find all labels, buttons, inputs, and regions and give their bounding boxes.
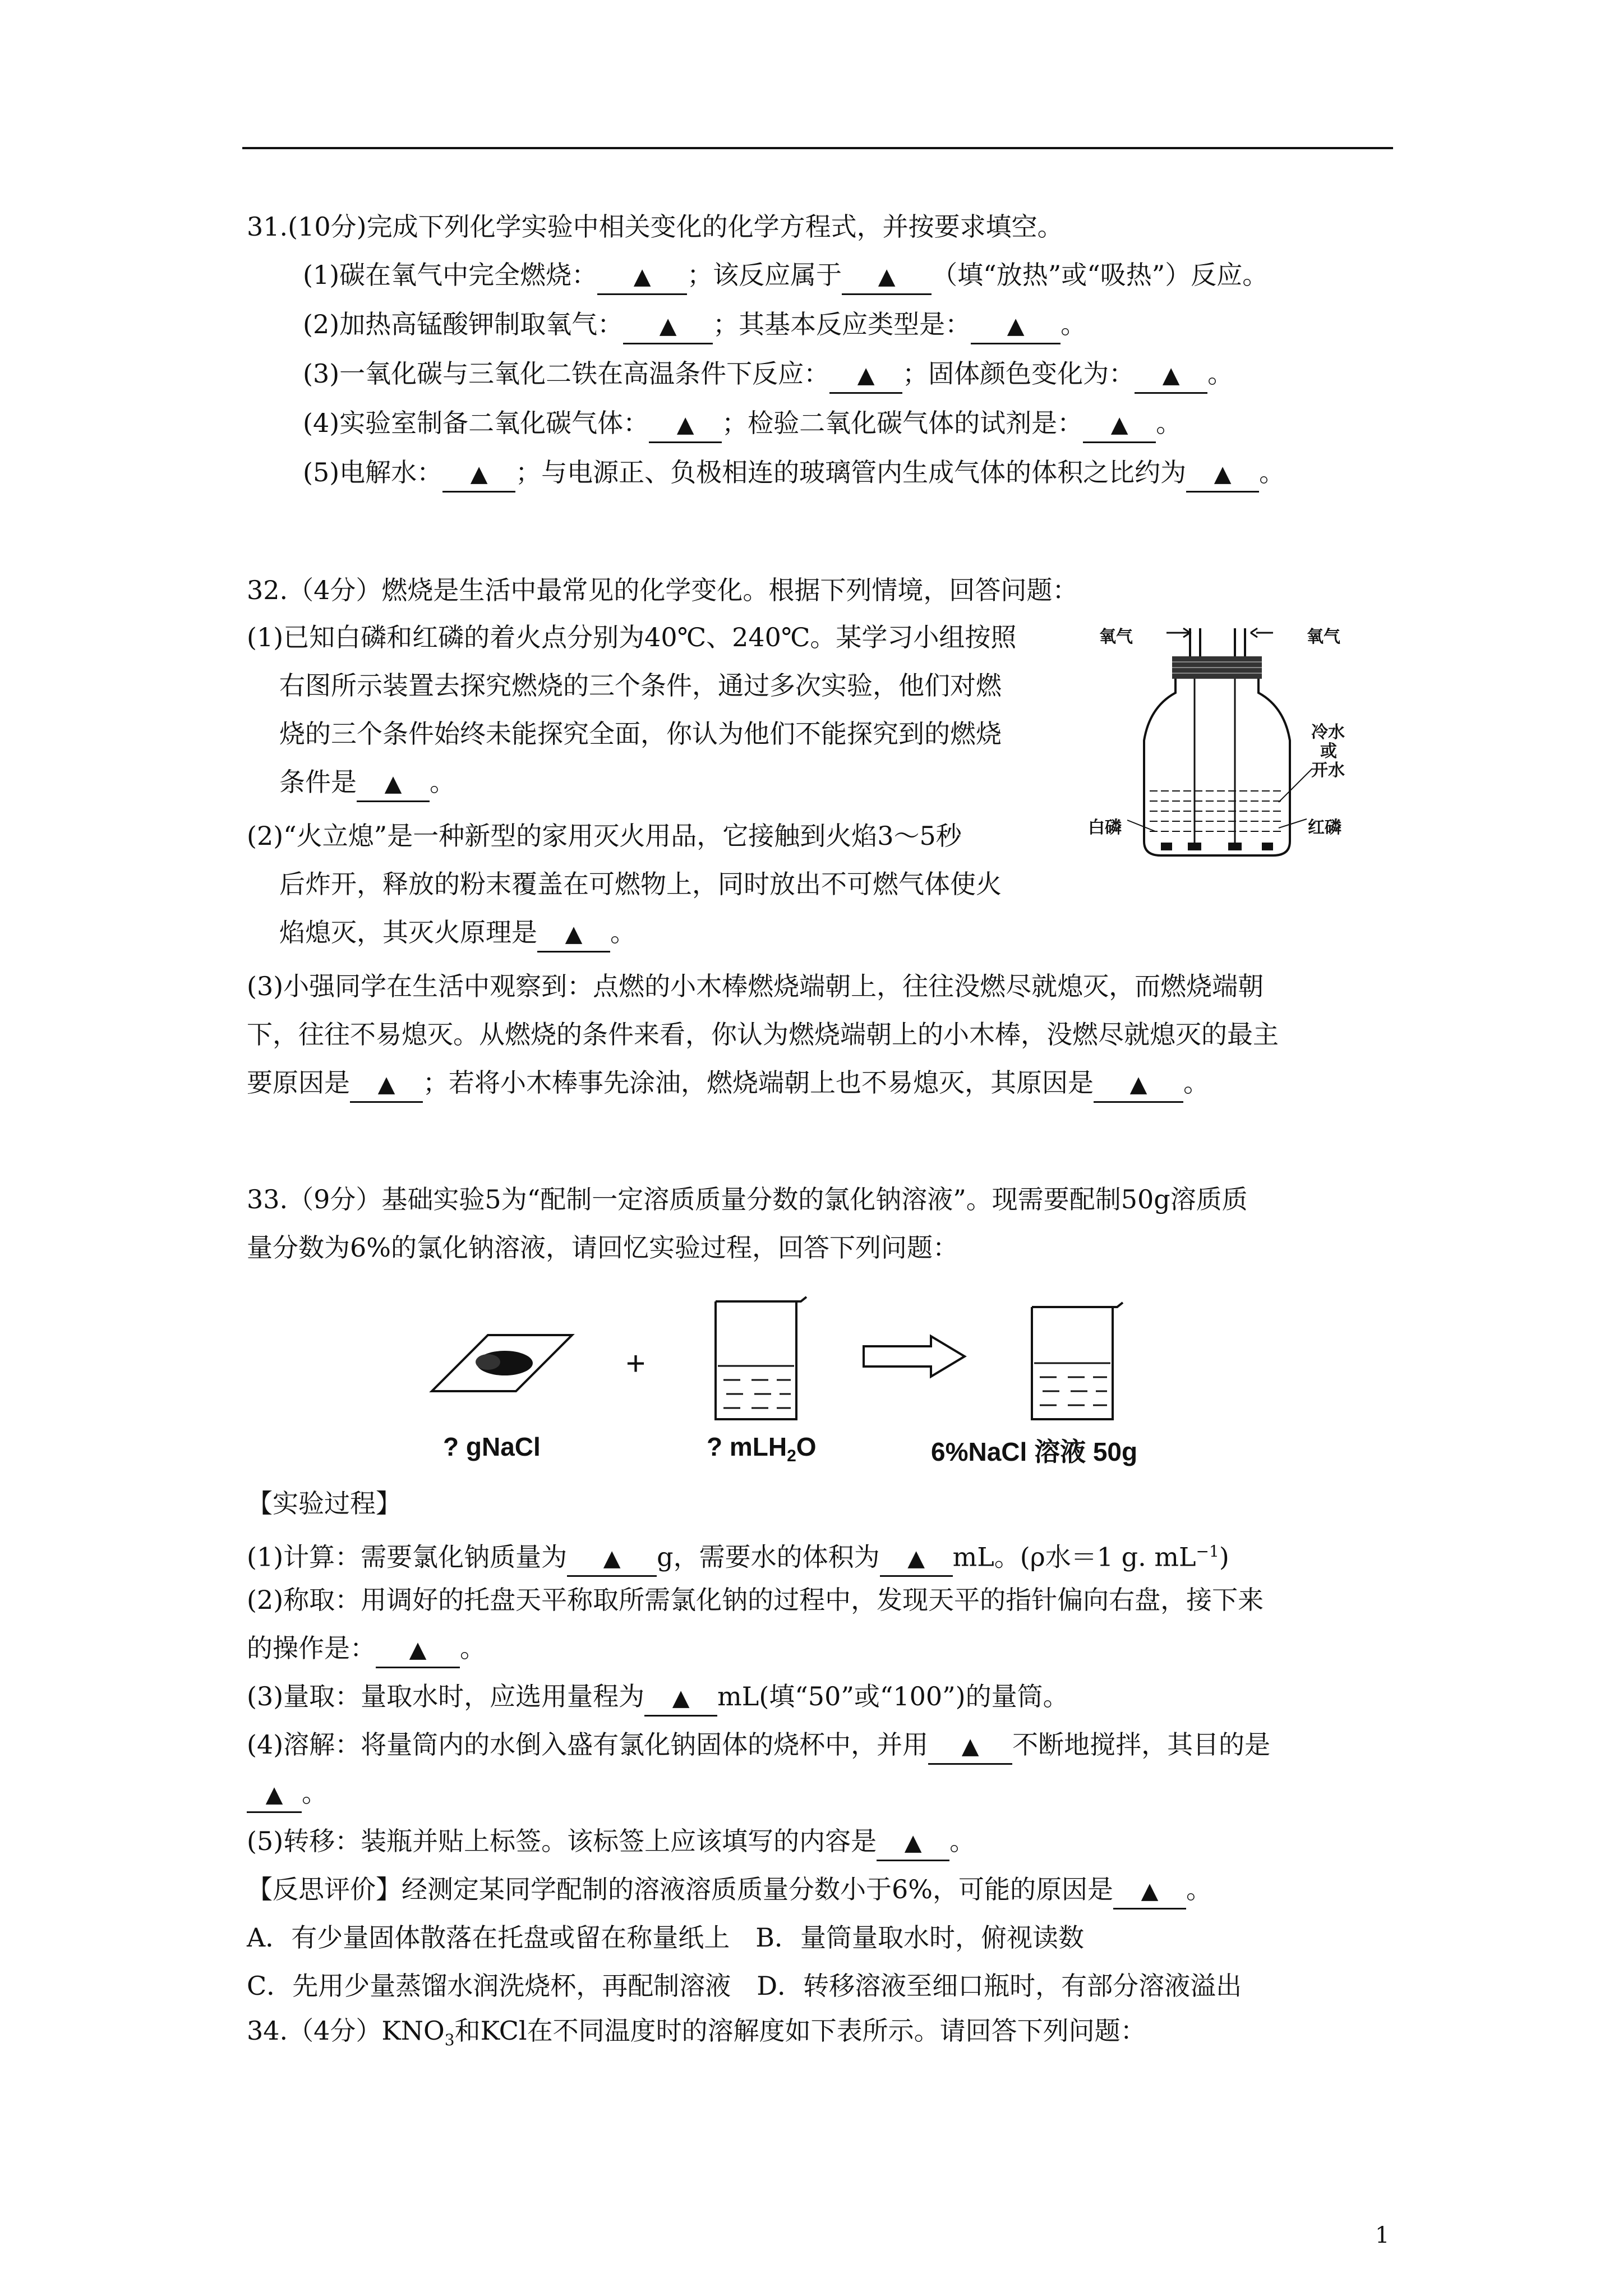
bell-jar-diagram [1088,623,1346,869]
q32-p1-line2: 右图所示装置去探究燃烧的三个条件，通过多次实验，他们对燃 [279,670,1002,701]
q33-step4-line1: (4)溶解：将量筒内的水倒入盛有氯化钠固体的烧杯中，并用 ▲ 不断地搅拌，其目的是 [247,1728,1270,1765]
experiment-process-heading: 【实验过程】 [247,1488,402,1519]
q31-item-3: (3)一氧化碳与三氧化二铁在高温条件下反应： ▲ ；固体颜色变化为： ▲ 。 [303,357,1233,394]
solution-prep-figure [426,1290,1200,1475]
options-c-d: C．先用少量蒸馏水润洗烧杯，再配制溶液 D．转移溶液至细口瓶时，有部分溶液溢出 [247,1971,1242,2001]
water-label-3: 开水 [1311,761,1345,780]
red-phosphorus-label: 红磷 [1308,818,1341,838]
q31-item-2: (2)加热高锰酸钾制取氧气： ▲ ；其基本反应类型是： ▲ 。 [303,307,1086,344]
water-volume-label: ? mLH$_2$O [707,1432,817,1466]
q33-title-line1: 33.（9分）基础实验5为“配制一定溶质质量分数的氯化钠溶液”。现需要配制50g溶质质 [247,1184,1248,1214]
q32-p2-line1: (2)“火立熄”是一种新型的家用灭火用品，它接触到火焰3～5秒 [247,821,962,851]
q31-title: 31.(10分)完成下列化学实验中相关变化的化学方程式，并按要求填空。 [247,211,1063,242]
q33-step5: (5)转移：装瓶并贴上标签。该标签上应该填写的内容是 ▲ 。 [247,1824,975,1861]
q32-p1-line4: 条件是 ▲ 。 [279,765,455,802]
combustion-apparatus-figure [1088,623,1346,869]
water-label-1: 冷水 [1311,723,1345,742]
oxygen-label-right: 氧气 [1307,627,1340,647]
q33-step2-line1: (2)称取：用调好的托盘天平称取所需氯化钠的过程中，发现天平的指针偏向右盘，接下来 [247,1585,1264,1615]
white-phosphorus-label: 白磷 [1088,818,1122,838]
solution-label: 6%NaCl 溶液 50g [931,1437,1138,1466]
q31-item-1: (1)碳在氧气中完全燃烧： ▲ ；该反应属于 ▲ （填“放热”或“吸热”）反应。 [303,258,1268,295]
q32-p2-line3: 焰熄灭，其灭火原理是 ▲ 。 [279,915,636,953]
q32-p2-line2: 后炸开，释放的粉末覆盖在可燃物上，同时放出不可燃气体使火 [279,869,1002,899]
q32-title: 32.（4分）燃烧是生活中最常见的化学变化。根据下列情境，回答问题： [247,575,1078,605]
q34-title: 34.（4分）$KNO_3$和KCl在不同温度时的溶解度如下表所示。请回答下列问题： [247,2016,1146,2050]
oxygen-label-left: 氧气 [1099,627,1133,647]
q32-p3-line1: (3)小强同学在生活中观察到：点燃的小木棒燃烧端朝上，往往没燃尽就熄灭，而燃烧端朝 [247,971,1264,1001]
q31-item-5: (5)电解水： ▲ ；与电源正、负极相连的玻璃管内生成气体的体积之比约为 ▲ 。 [303,455,1285,493]
options-a-b: A．有少量固体散落在托盘或留在称量纸上 B．量筒量取水时，俯视读数 [247,1922,1085,1953]
q32-p1-line1: (1)已知白磷和红磷的着火点分别为40℃、240℃。某学习小组按照 [247,622,1017,652]
q33-step1: (1)计算：需要氯化钠质量为 ▲ g，需要水的体积为 ▲ mL。(ρ水＝1 g. $mL^{-1}$) [247,1535,1229,1577]
q33-step3: (3)量取：量取水时，应选用量程为 ▲ mL(填“50”或“100”)的量筒。 [247,1680,1069,1717]
q31-item-4: (4)实验室制备二氧化碳气体： ▲ ；检验二氧化碳气体的试剂是： ▲ 。 [303,406,1182,443]
reflection-evaluation: 【反思评价】经测定某同学配制的溶液溶质质量分数小于6%，可能的原因是 ▲ 。 [247,1872,1212,1910]
q32-p3-line3: 要原因是 ▲ ；若将小木棒事先涂油，燃烧端朝上也不易熄灭，其原因是 ▲ 。 [247,1066,1209,1103]
q33-title-line2: 量分数为6%的氯化钠溶液，请回忆实验过程，回答下列问题： [247,1232,958,1263]
q32-p3-line2: 下，往往不易熄灭。从燃烧的条件来看，你认为燃烧端朝上的小木棒，没燃尽就熄灭的最主 [247,1019,1279,1050]
water-label-2: 或 [1320,742,1337,761]
q33-step4-line2: ▲ 。 [247,1776,328,1813]
nacl-mass-label: ? gNaCl [443,1432,541,1461]
plus-sign: + [626,1345,646,1382]
q33-step2-line2: 的操作是： ▲ 。 [247,1631,486,1668]
q32-p1-line3: 烧的三个条件始终未能探究全面，你认为他们不能探究到的燃烧 [279,719,1002,749]
page-number: 1 [1375,2223,1390,2248]
header-rule [242,147,1393,149]
